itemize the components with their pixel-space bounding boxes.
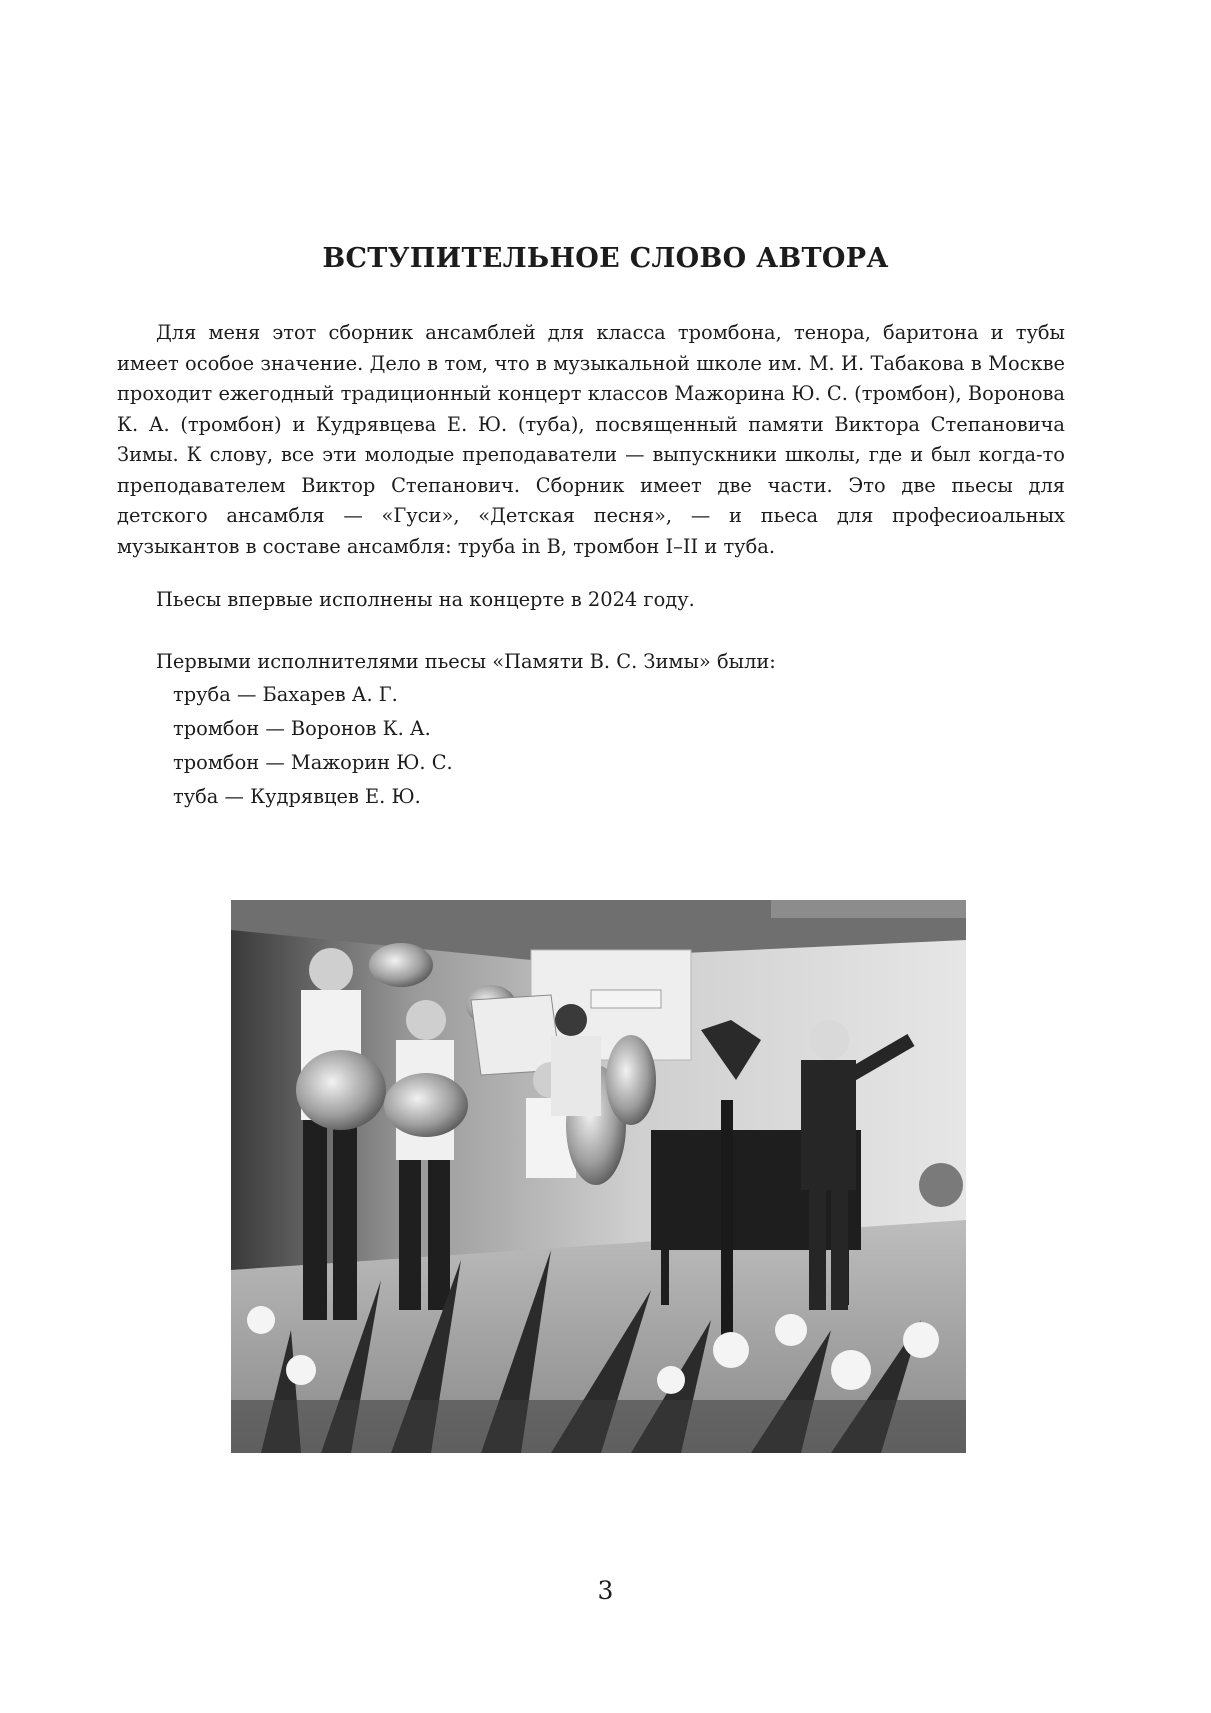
intro-paragraph: Для меня этот сборник ансамблей для класса тромбона, тенора, баритона и тубы имеет особое значение. Дело в том, что в музыкальной школе им. М. И. Табакова в Москве проходит ежегодный традиционный концерт классов Мажорина Ю. С. (тромбон), Воронова К. А. (тромбон) и Кудрявцева Е. Ю. (туба), посвященный памяти Виктора Степановича Зимы. К слову, все эти молодые преподаватели — выпускники школы, где и был когда-то преподавателем Виктор Степанович. Сборник имеет две части. Это две пьесы для детского ансамбля — «Гуси», «Детская песня», — и пьеса для професиоальных музыкантов в составе ансамбля: труба in B, тромбон I–II и туба. [117,321,1065,558]
premiere-note: Пьесы впервые исполнены на концерте в 2024 году. [156,588,695,611]
performer-item: труба — Бахарев А. Г. [173,683,398,706]
performer-item: тромбон — Воронов К. А. [173,717,431,740]
concert-photo [231,900,966,1453]
performers-list [173,680,453,816]
page-title: ВСТУПИТЕЛЬНОЕ СЛОВО АВТОРА [322,243,889,274]
performer-item: тромбон — Мажорин Ю. С. [173,751,453,774]
page-number: 3 [597,1576,614,1605]
performer-item: туба — Кудрявцев Е. Ю. [173,785,421,808]
performers-heading: Первыми исполнителями пьесы «Памяти В. С. Зимы» были: [156,650,776,673]
